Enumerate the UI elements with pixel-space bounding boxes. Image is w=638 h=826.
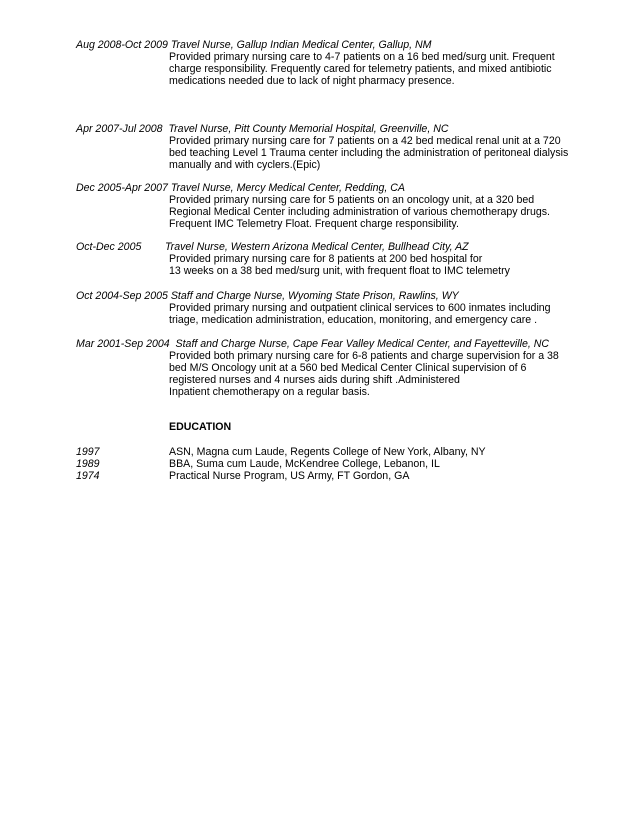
entry-dates: Aug 2008-Oct 2009 <box>76 39 168 51</box>
entry-role: Staff and Charge Nurse, Cape Fear Valley Medical Center, and Fayetteville, NC <box>175 338 550 350</box>
description-line: bed teaching Level 1 Trauma center including the administration of peritoneal dialysis <box>169 147 569 159</box>
education-item <box>0 446 638 458</box>
description-line: Provided primary nursing and outpatient clinical services to 600 inmates including <box>169 302 551 314</box>
entry-role: Travel Nurse, Pitt County Memorial Hospital, Greenville, NC <box>168 123 449 135</box>
description-line: Regional Medical Center including administration of various chemotherapy drugs. <box>169 206 550 218</box>
education-degree: Practical Nurse Program, US Army, FT Gordon, GA <box>169 470 410 482</box>
description-line: charge responsibility. Frequently cared for telemetry patients, and mixed antibiotic <box>169 63 552 75</box>
description-line: registered nurses and 4 nurses aids during shift .Administered <box>169 374 460 386</box>
entry-description <box>169 51 589 87</box>
entry-role: Travel Nurse, Western Arizona Medical Center, Bullhead City, AZ <box>165 241 469 253</box>
entry-heading <box>76 39 431 51</box>
description-line: Provided primary nursing care for 8 patients at 200 bed hospital for <box>169 253 483 265</box>
description-line: medications needed due to lack of night pharmacy presence. <box>169 75 455 87</box>
description-line: Frequent IMC Telemetry Float. Frequent charge responsibility. <box>169 218 459 230</box>
description-line: Provided primary nursing care for 7 patients on a 42 bed medical renal unit at a 720 <box>169 135 561 147</box>
description-line: Inpatient chemotherapy on a regular basis. <box>169 386 370 398</box>
entry-heading <box>76 182 405 194</box>
description-line: Provided primary nursing care to 4-7 patients on a 16 bed med/surg unit. Frequent <box>169 51 555 63</box>
description-line: bed M/S Oncology unit at a 560 bed Medical Center Clinical supervision of 6 <box>169 362 527 374</box>
entry-role: Travel Nurse, Mercy Medical Center, Redding, CA <box>170 182 405 194</box>
entry-dates: Oct 2004-Sep 2005 <box>76 290 168 302</box>
entry-description <box>169 302 589 326</box>
education-heading: EDUCATION <box>169 421 232 433</box>
entry-description <box>169 350 589 398</box>
entry-description <box>169 135 589 171</box>
education-item <box>0 458 638 470</box>
education-year: 1974 <box>76 470 100 482</box>
entry-role: Travel Nurse, Gallup Indian Medical Center, Gallup, NM <box>170 39 432 51</box>
description-line: manually and with cyclers.(Epic) <box>169 159 321 171</box>
description-line: Provided primary nursing care for 5 patients on an oncology unit, at a 320 bed <box>169 194 535 206</box>
entry-heading <box>76 338 549 350</box>
entry-dates: Oct-Dec 2005 <box>76 241 142 253</box>
entry-dates: Mar 2001-Sep 2004 <box>76 338 170 350</box>
entry-heading <box>76 290 459 302</box>
education-year: 1989 <box>76 458 100 470</box>
entry-description <box>169 253 589 277</box>
education-year: 1997 <box>76 446 100 458</box>
entry-dates: Apr 2007-Jul 2008 <box>76 123 163 135</box>
entry-description <box>169 194 589 230</box>
description-line: 13 weeks on a 38 bed med/surg unit, with frequent float to IMC telemetry <box>169 265 510 277</box>
education-degree: BBA, Suma cum Laude, McKendree College, Lebanon, IL <box>169 458 440 470</box>
description-line: Provided both primary nursing care for 6-8 patients and charge supervision for a 38 <box>169 350 559 362</box>
entry-heading <box>76 123 449 135</box>
entry-dates: Dec 2005-Apr 2007 <box>76 182 168 194</box>
entry-heading <box>76 241 469 253</box>
description-line: triage, medication administration, education, monitoring, and emergency care . <box>169 314 538 326</box>
entry-role: Staff and Charge Nurse, Wyoming State Prison, Rawlins, WY <box>170 290 459 302</box>
education-degree: ASN, Magna cum Laude, Regents College of New York, Albany, NY <box>169 446 486 458</box>
education-item <box>0 470 638 482</box>
